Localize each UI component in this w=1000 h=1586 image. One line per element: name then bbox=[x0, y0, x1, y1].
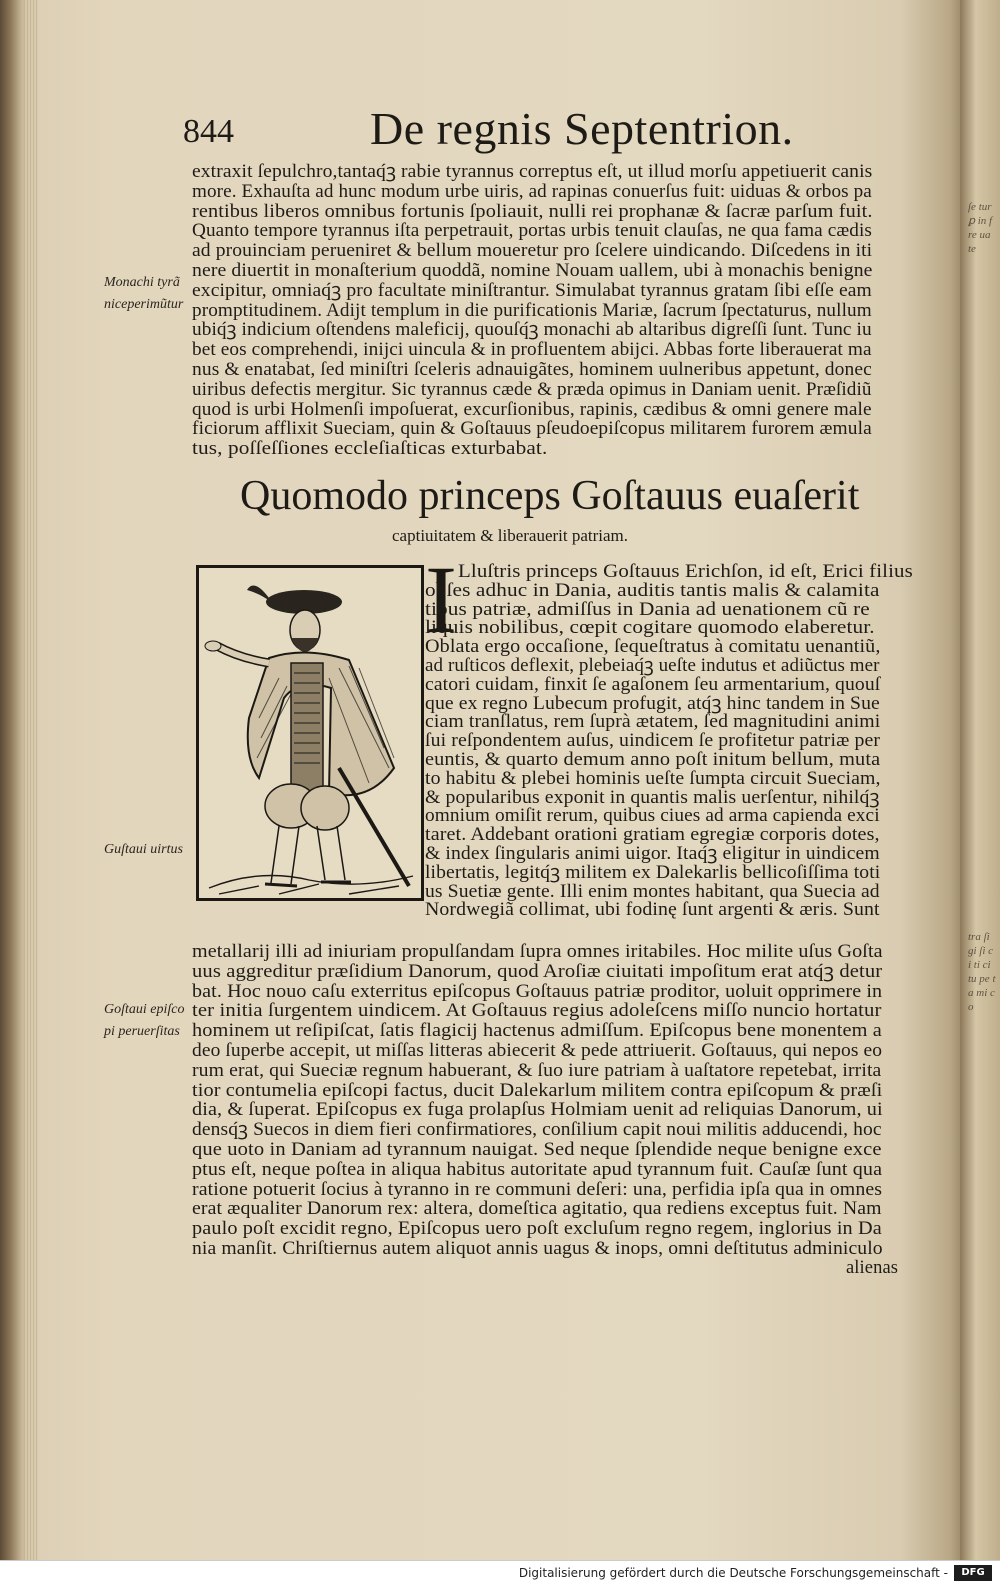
text-line: libertatis, legitq́ꝫ militem ex Dalekarlis bellicoſiſſima toti bbox=[425, 862, 881, 883]
text-line: extraxit ſepulchro,tantaq́ꝫ rabie tyrannus correptus eſt, ut illud morſu appetiuerit canis bbox=[192, 162, 873, 182]
text-line: nus & enatabat, ſed miniſtri ſceleris adnauigãtes, hominem uulneribus appetunt, donec bbox=[192, 360, 872, 380]
page-number: 844 bbox=[183, 113, 234, 150]
margin-note: niceperimũtur bbox=[104, 297, 184, 312]
text-line: ratione potuerit ſocius à tyranno in re communi deſeri: una, perfidia ipſa qua in omnes bbox=[192, 1179, 883, 1200]
text-line: ad ruſticos deflexit, plebeiaq́ꝫ ueſte indutus et adiũctus mer bbox=[425, 656, 880, 676]
text-line: Lluſtris princeps Goſtauus Erichſon, id eſt, Erici filius bbox=[458, 562, 913, 582]
running-title: De regnis Septentrion. bbox=[370, 103, 794, 154]
text-line: paulo poſt excidit regno, Epiſcopus uero poſt excluſum regno regem, inglorius in Da bbox=[192, 1219, 882, 1240]
text-line: liquis nobilibus, cœpit cogitare quomodo elaberetur. bbox=[425, 618, 875, 639]
text-line: tior contumelia epiſcopi factus, ducit Dalekarlum militem contra epiſcopum & præſi bbox=[192, 1080, 883, 1101]
text-line: ſui reſpondentem auſus, uindicem ſe profitetur patriæ per bbox=[425, 731, 881, 752]
text-line: catori cuidam, finxit ſe agaſonem ſeu armentarium, quouſ bbox=[425, 674, 881, 695]
text-line: dia, & ſuperat. Epiſcopus ex fuga prolapſus Holmiam uenit ad reliquias Danorum, ui bbox=[192, 1100, 883, 1121]
footer-credit: Digitalisierung gefördert durch die Deutsche Forschungsgemeinschaft - bbox=[518, 1566, 948, 1580]
text-line: & index ſingularis animi uigor. Itaq́ꝫ eligitur in uindicem bbox=[425, 844, 880, 864]
text-line: euntis, & quarto demum anno poſt initum bellum, muta bbox=[425, 750, 881, 770]
text-line: que ex regno Lubecum profugit, atq́ꝫ hinc tandem in Sue bbox=[425, 693, 880, 714]
text-line: ciam tranſlatus, rem ſuprà ætatem, ſed magnitudini animi bbox=[425, 712, 881, 733]
text-line: rum erat, qui Sueciæ regnum habuerant, & ſuo iure patriam à uaſtatore repetebat, irrita bbox=[192, 1060, 882, 1081]
text-line: metallarij illi ad iniuriam propulſandam ſupra omnes iritabiles. Hoc milite uſus Goſta bbox=[192, 942, 883, 962]
margin-note: Goſtaui epiſco bbox=[104, 1002, 185, 1017]
text-line: bat. Hoc nouo caſu exterritus epiſcopus Goſtauus patriæ proditor, uoluit opprimere in bbox=[192, 981, 883, 1002]
portrait-figure bbox=[199, 568, 421, 898]
text-line: quod is urbi Holmenſi impoſuerat, excurſionibus, rapinis, cædibus & omni genere male bbox=[192, 399, 872, 420]
text-line: obſes adhuc in Dania, auditis tantis malis & calamita bbox=[425, 580, 880, 601]
text-line: deo ſuperbe accepit, ut miſſas litteras abiecerit & pede attriuerit. Goſtauus, qui nepos eo bbox=[192, 1041, 883, 1061]
text-line: nia manſit. Chriſtiernus autem aliquot annis uagus & inops, omni deſtitutus adminiculo bbox=[192, 1239, 883, 1259]
woodcut-portrait-illustration bbox=[196, 565, 424, 901]
text-line: ubiq́ꝫ indicium oſtendens maleficij, quouſq́ꝫ monachi ab altaribus digreſſi ſunt. Tunc iu bbox=[192, 320, 872, 341]
margin-note: pi peruerſitas bbox=[104, 1024, 180, 1039]
section-title: Quomodo princeps Goſtauus euaſerit bbox=[240, 473, 860, 519]
catchword: alienas bbox=[846, 1258, 899, 1278]
text-line: ad prouinciam perueniret & bellum moueretur pro ſcelere uindicando. Diſcedens in iti bbox=[192, 241, 873, 262]
text-line: us Suetiæ gente. Illi enim montes habitant, qua Suecia ad bbox=[425, 881, 880, 902]
text-line: uiribus defectis mergitur. Sic tyrannus cæde & præda opimus in Daniam uenit. Præſidiũ bbox=[192, 379, 872, 400]
text-line: rentibus liberos omnibus fortunis ſpoliauit, nulli rei prophanæ & ſacræ parſum fuit. bbox=[192, 201, 873, 222]
facing-page-fragment: tra ſi gi ſi ci ti ci tu pe ta mi co bbox=[968, 931, 996, 1013]
text-line: Quanto tempore tyrannus iſta perpetrauit, portas urbis tenuit clauſas, ne qua fama cædis bbox=[192, 221, 872, 242]
text-line: omnium omiſit rerum, quibus ciues ad arma capienda exci bbox=[425, 806, 880, 827]
text-line: to habitu & plebei hominis ueſte ſumpta circuit Sueciam, bbox=[425, 768, 881, 789]
drop-cap: I bbox=[425, 546, 457, 653]
text-line: Oblata ergo occaſione, ſequeſtratus à comitatu uenantiũ, bbox=[425, 637, 881, 658]
text-line: tibus patriæ, admiſſus in Dania ad uenationem cũ re bbox=[425, 599, 870, 620]
text-line: ter initia ſurgentem uindicem. At Goſtauus regius adoleſcens miſſo nuncio hortatur bbox=[192, 1001, 882, 1022]
section-subtitle: captiuitatem & liberauerit patriam. bbox=[392, 526, 629, 545]
footer-bar bbox=[0, 1560, 1000, 1586]
text-line: erat æqualiter Danorum rex: altera, domeſtica agitatio, qua rediens exceptus fuit. Nam bbox=[192, 1199, 882, 1220]
text-line: taret. Addebant orationi gratiam egregiæ corporis dotes, bbox=[425, 825, 880, 846]
text-line: uus aggreditur præſidium Danorum, quod Aroſiæ ciuitati impoſitum erat atq́ꝫ detur bbox=[192, 961, 883, 982]
facing-page-fragment: ſe tur ꝑ in fre ua te bbox=[968, 201, 993, 255]
text-line: Nordwegiã collimat, ubi fodinę ſunt argenti & æris. Sunt bbox=[425, 900, 880, 921]
margin-note: Monachi tyrã bbox=[104, 275, 180, 290]
text-line: hominem ut reſipiſcat, ſatis flagicij hactenus admiſſum. Epiſcopus bene monentem a bbox=[192, 1021, 882, 1042]
text-line: nere diuertit in monaſterium quoddã, nomine Nouam uallem, ubi à monachis benigne bbox=[192, 261, 873, 281]
text-line: & popularibus exponit in quantis malis uerſentur, nihilq́ꝫ bbox=[425, 787, 880, 808]
text-line: more. Exhauſta ad hunc modum urbe uiris, ad rapinas conuerſus fuit: uiduas & orbos pa bbox=[192, 181, 872, 202]
text-line: promptitudinem. Adijt templum in die purificationis Mariæ, ſacrum ſpectaturus, nullum bbox=[192, 300, 872, 321]
dfg-logo: DFG bbox=[954, 1565, 992, 1581]
text-line: ficiorum afflixit Sueciam, quin & Goſtauus pſeudoepiſcopus militarem furorem æmula bbox=[192, 419, 872, 440]
text-line: tus, poſſeſſiones eccleſiaſticas exturbabat. bbox=[192, 439, 548, 460]
text-line: ptus eſt, neque poſtea in aliqua habitus autoritate apud tyrannum fuit. Cauſæ ſunt qua bbox=[192, 1159, 883, 1180]
margin-note: Guſtaui uirtus bbox=[104, 842, 183, 857]
text-line: excipitur, omniaq́ꝫ pro facultate miniſtrantur. Simulabat tyrannus gratam ſibi eſſe eam bbox=[192, 280, 872, 301]
text-line: bet eos comprehendi, inijci uincula & in profluentem abijci. Abbas forte liberauerat ma bbox=[192, 340, 872, 361]
text-line: que uoto in Daniam ad tyrannum nauigat. Sed neque ſplendide neque benigne exce bbox=[192, 1140, 882, 1160]
text-line: densq́ꝫ Suecos in diem fieri confirmatiores, conſilium capit noui militis adducendi, hoc bbox=[192, 1120, 882, 1141]
